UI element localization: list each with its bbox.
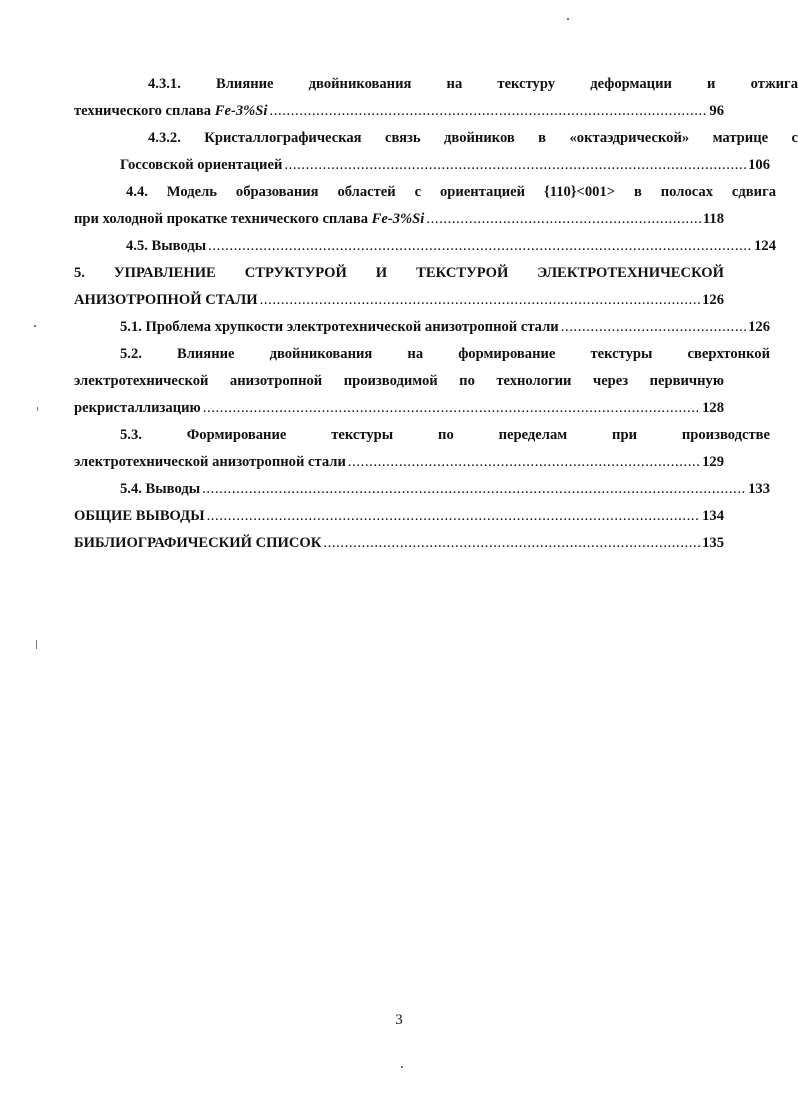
dot-leader [203,395,700,422]
toc-entry-text: электротехнической анизотропной стали [74,454,346,470]
scan-speck [401,1066,403,1068]
toc-page-number: 128 [702,400,724,416]
toc-page-number: 118 [702,211,724,227]
toc-entry-4-4 [74,179,776,233]
dot-leader [208,233,752,260]
toc-entry-last-line [74,233,776,260]
toc-page-number: 126 [748,319,770,335]
toc-entry-text: АНИЗОТРОПНОЙ СТАЛИ [74,292,258,308]
dot-leader [260,287,701,314]
scan-speck [36,640,37,649]
toc-entry-last-line [74,503,724,530]
dot-leader [202,476,746,503]
toc-entry-last-line [74,287,724,314]
toc-entry-bibliography [74,530,724,557]
toc-entry-last-line [74,476,770,503]
dot-leader [323,530,700,557]
toc-entry-text: технического сплава Fe-3%Si [74,103,268,119]
toc-entry-last-line [74,530,724,557]
toc-entry-text: при холодной прокатке технического сплава Fe-3%Si [74,211,425,227]
toc-entry-line: 4.3.2. Кристаллографическая связь двойников в «октаэдрической» матрице с [148,130,798,146]
toc-entry-text: ОБЩИЕ ВЫВОДЫ [74,508,205,524]
toc-entry-line: 5.2. Влияние двойникования на формирование текстуры сверхтонкой [120,346,770,362]
toc-page-number: 106 [748,157,770,173]
toc-entry-last-line [74,152,770,179]
scan-speck [34,325,36,327]
toc-page-number: 126 [702,292,724,308]
toc-page-number: 124 [754,238,776,254]
toc-entry-text: рекристаллизацию [74,400,201,416]
toc-entry-5-1 [74,314,770,341]
toc-page-number: 134 [702,508,724,524]
dot-leader [207,503,701,530]
toc-entry-5-3 [74,422,770,476]
toc-entry-line: 5. УПРАВЛЕНИЕ СТРУКТУРОЙ И ТЕКСТУРОЙ ЭЛЕКТРОТЕХНИЧЕСКОЙ [74,265,724,281]
dot-leader [284,152,746,179]
toc-page-number: 135 [702,535,724,551]
toc-entry-4-5 [74,233,776,260]
toc-entry-line: 5.3. Формирование текстуры по переделам при производстве [120,427,770,443]
dot-leader [561,314,746,341]
toc-entry-line: 4.4. Модель образования областей с ориентацией {110}<001> в полосах сдвига [126,184,776,200]
toc-entry-text: 5.1. Проблема хрупкости электротехнической анизотропной стали [120,319,559,335]
toc-entry-last-line [74,395,724,422]
toc-entry-last-line [74,314,770,341]
toc-entry-4-3-2 [74,125,798,179]
toc-entry-last-line [74,206,724,233]
toc-entry-text: БИБЛИОГРАФИЧЕСКИЙ СПИСОК [74,535,322,551]
toc-entry-line: электротехнической анизотропной производимой по технологии через первичную [74,373,724,389]
toc-entry-line: 4.3.1. Влияние двойникования на текстуру деформации и отжига [148,76,798,92]
toc-entry-5-2 [74,341,770,422]
toc-entry-text: Госсовской ориентацией [120,157,283,173]
table-of-contents [74,71,798,557]
toc-entry-text: 4.5. Выводы [126,238,207,254]
toc-page-number: 96 [709,103,724,119]
scan-speck [567,18,569,20]
toc-entry-5 [74,260,724,314]
toc-entry-text: 5.4. Выводы [120,481,201,497]
toc-entry-5-4 [74,476,770,503]
toc-page-number: 133 [748,481,770,497]
toc-entry-general-conclusions [74,503,724,530]
toc-entry-4-3-1 [74,71,798,125]
dot-leader [269,98,707,125]
page-number: 3 [395,1012,403,1028]
toc-entry-last-line [74,449,724,476]
dot-leader [426,206,701,233]
toc-page-number: 129 [702,454,724,470]
dot-leader [348,449,700,476]
scan-speck [37,407,38,411]
toc-entry-last-line [74,98,724,125]
